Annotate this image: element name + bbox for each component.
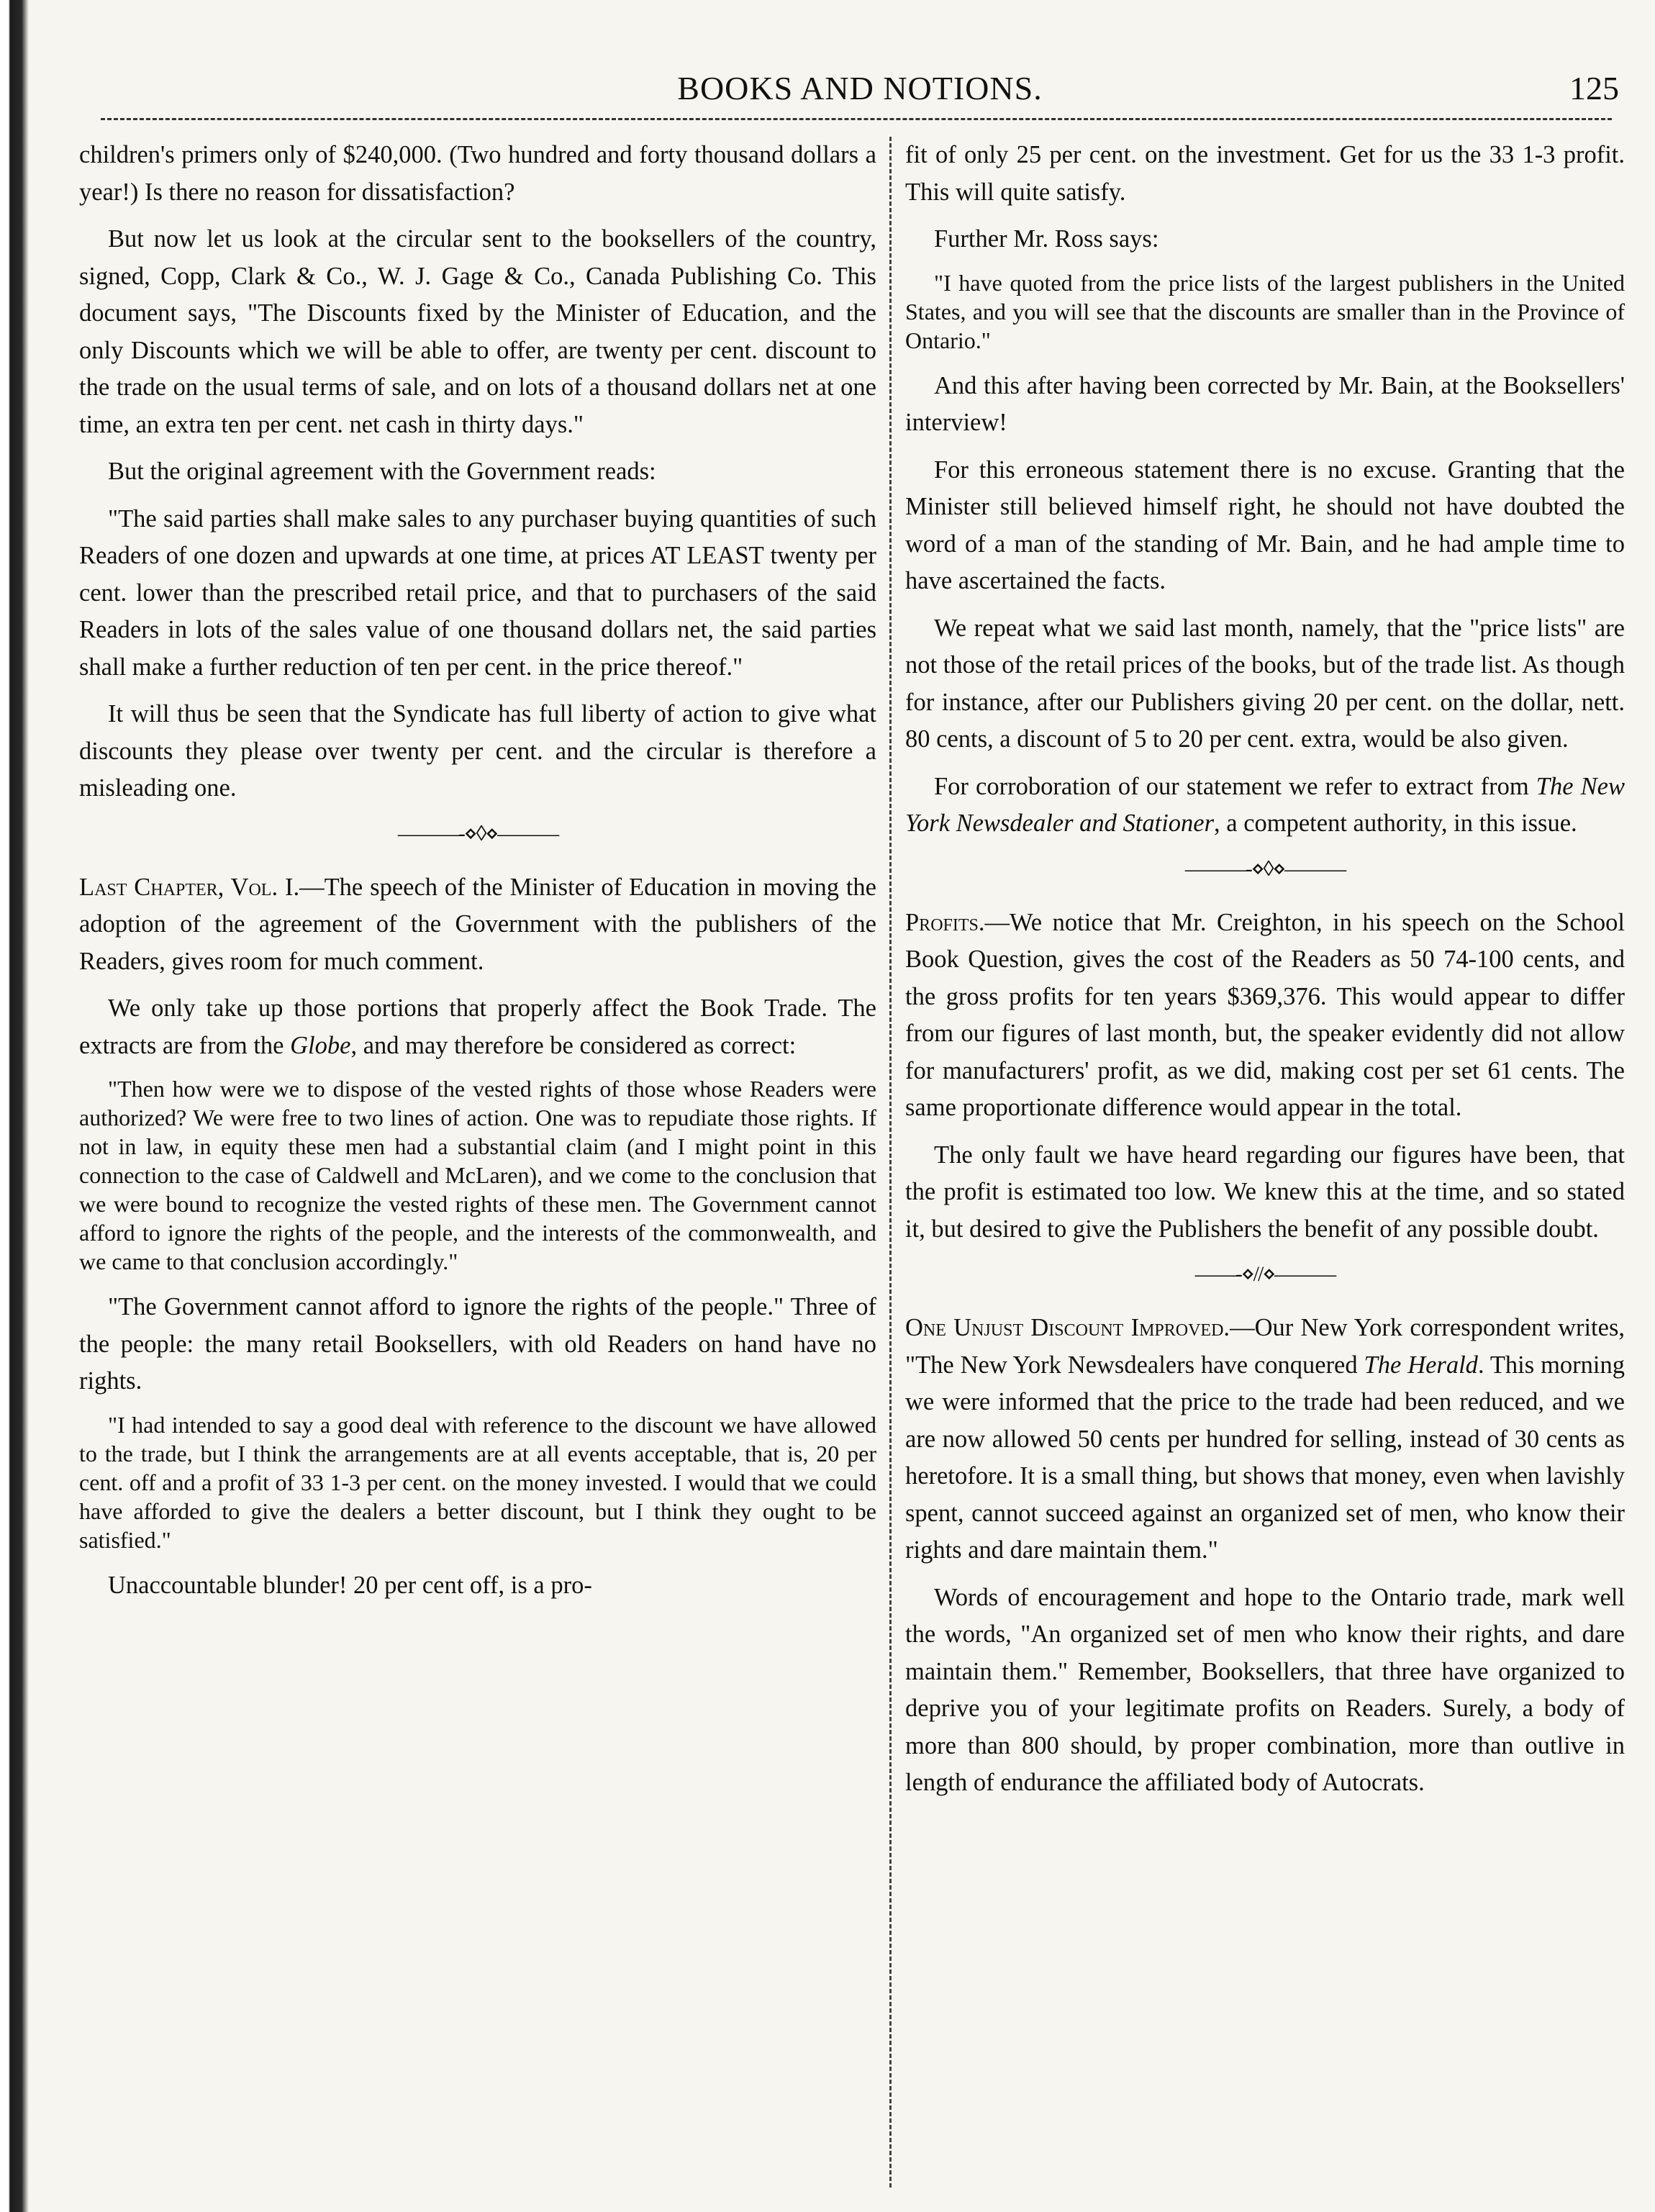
paragraph: The only fault we have heard regarding our figures have been, that the profit is estimated too low. We knew this at the time, and so stated it, but desired to give the Publishers the benefit of any possible doubt.	[905, 1141, 1625, 1243]
page-number: 125	[1569, 70, 1619, 106]
paragraph: Words of encouragement and hope to the Ontario trade, mark well the words, "An organized set of men who know their rights, and dare maintain them." Remember, Booksellers, that three have organized to deprive you of your legitimate profits on Readers. Surely, a body of more than 800 should, by proper combination, more than outlive in length of endurance the affiliated body of Autocrats.	[905, 1583, 1625, 1796]
paragraph: And this after having been corrected by Mr. Bain, at the Booksellers' interview!	[905, 371, 1625, 436]
ross-quote: "I have quoted from the price lists of the largest publishers in the United States, and you will see that the discounts are smaller than in the Province of Ontario."	[905, 269, 1625, 353]
section-ornament: ———-⋄◊⋄———	[1184, 856, 1346, 881]
globe-title: Globe	[290, 1031, 351, 1059]
text-run: We only take up those portions that properly affect the Book Trade. The extracts are from the	[79, 994, 876, 1059]
paragraph	[905, 769, 1625, 843]
newsdealer-title: The New York Newsdealer and Stationer	[905, 772, 1625, 837]
paragraph: We repeat what we said last month, namely, that the "price lists" are not those of the retail prices of the books, but of the trade list. As though for instance, after our Publishers giving 20 per cent. on the dollar, nett. 80 cents, a discount of 5 to 20 per cent. extra, would be also given.	[905, 614, 1625, 753]
paragraph: It will thus be seen that the Syndicate has full liberty of action to give what discounts they please over twenty per cent. and the circular is therefore a misleading one.	[79, 700, 876, 802]
column-divider	[889, 137, 892, 2188]
section-heading: Last Chapter, Vol. I.	[79, 873, 300, 901]
page-spine-shadow	[0, 0, 29, 2212]
text-run: . This morning we were informed that the price to the trade had been reduced, and we are now allowed 50 cents per hundred for selling, instead of 30 cents as heretofore. It is a small thing, but shows that money, even when lavishly spent, cannot succeed against an organized set of men, who know their rights and dare maintain them."	[905, 1351, 1625, 1564]
text-run: —Our New York correspondent writes, "The New York Newsdealers have conquered	[905, 1314, 1625, 1379]
section-text: —We notice that Mr. Creighton, in his speech on the School Book Question, gives the cost of the Readers as 50 74-100 cents, and the gross profits for ten years $369,376. This would appear to differ from our figures of last month, but, the speaker evidently did not allow for manufacturers' profit, as we did, making cost per set 61 cents. The same proportionate difference would appear in the total.	[905, 908, 1625, 1121]
minister-quote-2: "I had intended to say a good deal with reference to the discount we have allowed to the trade, but I think the arrangements are at all events acceptable, that is, 20 per cent. off and a profit of 33 1-3 per cent. on the money invested. I would that we could have afforded to give the dealers a better discount, but I think they ought to be satisfied."	[79, 1411, 876, 1553]
text-run: , and may therefore be considered as correct:	[350, 1031, 797, 1059]
paragraph	[79, 990, 876, 1064]
header-rule	[101, 118, 1612, 120]
section-ornament: ——-⋄//⋄———	[1194, 1262, 1336, 1286]
paragraph: fit of only 25 per cent. on the investment. Get for us the 33 1-3 profit. This will quite satisfy.	[905, 141, 1625, 206]
paragraph: children's primers only of $240,000. (Two hundred and forty thousand dollars a year!) Is there no reason for dissatisfaction?	[79, 141, 876, 206]
text-run: , a competent authority, in this issue.	[1214, 810, 1577, 837]
agreement-quote: "The said parties shall make sales to any purchaser buying quantities of such Readers of one dozen and upwards at one time, at prices AT LEAST twenty per cent. lower than the prescribed retail price, and that to purchasers of the said Readers in lots of the sales value of one thousand dollars net, the said parties shall make a further reduction of ten per cent. in the price thereof."	[79, 504, 876, 681]
section-ornament: ———-⋄◊⋄———	[397, 821, 558, 846]
paragraph: For this erroneous statement there is no excuse. Granting that the Minister still believed himself right, he should not have doubted the word of a man of the standing of Mr. Bain, and he had ample time to have ascertained the facts.	[905, 455, 1625, 594]
text-run: For corroboration of our statement we refer to extract from	[934, 772, 1536, 800]
section-text: —The speech of the Minister of Education in moving the adoption of the agreement of the Government with the publishers of the Readers, gives room for much comment.	[79, 873, 876, 975]
paragraph: But now let us look at the circular sent to the booksellers of the country, signed, Copp, Clark & Co., W. J. Gage & Co., Canada Publishing Co. This document says, "The Discounts fixed by the Minister of Education, and the only Discounts which we will be able to offer, are twenty per cent. discount to the trade on the usual terms of sale, and on lots of a thousand dollars net at one time, an extra ten per cent. net cash in thirty days."	[79, 225, 876, 438]
running-title: BOOKS AND NOTIONS.	[677, 70, 1043, 106]
page-header	[94, 69, 1626, 112]
paragraph: But the original agreement with the Government reads:	[108, 458, 656, 485]
section-heading: One Unjust Discount Improved.	[905, 1314, 1230, 1341]
paragraph: "The Government cannot afford to ignore the rights of the people." Three of the people: the many retail Booksellers, with old Readers on hand have no rights.	[79, 1293, 876, 1395]
left-column	[79, 137, 876, 2195]
right-column	[905, 137, 1625, 2195]
paragraph: Further Mr. Ross says:	[934, 225, 1159, 253]
herald-title: The Herald	[1364, 1351, 1478, 1379]
minister-quote-1: "Then how were we to dispose of the vested rights of those whose Readers were authorized? We were free to two lines of action. One was to repudiate those rights. If not in law, in equity these men had a substantial claim (and I might point in this connection to the case of Caldwell and McLaren), and we come to the conclusion that we were bound to recognize the vested rights of these men. The Government cannot afford to ignore the rights of the people, and the interests of the commonwealth, and we came to that conclusion accordingly."	[79, 1076, 876, 1274]
section-profits	[905, 905, 1625, 1127]
section-heading: Profits.	[905, 908, 985, 936]
paragraph: Unaccountable blunder! 20 per cent off, is a pro-	[108, 1571, 592, 1599]
section-unjust-discount	[905, 1310, 1625, 1569]
section-last-chapter	[79, 869, 876, 981]
